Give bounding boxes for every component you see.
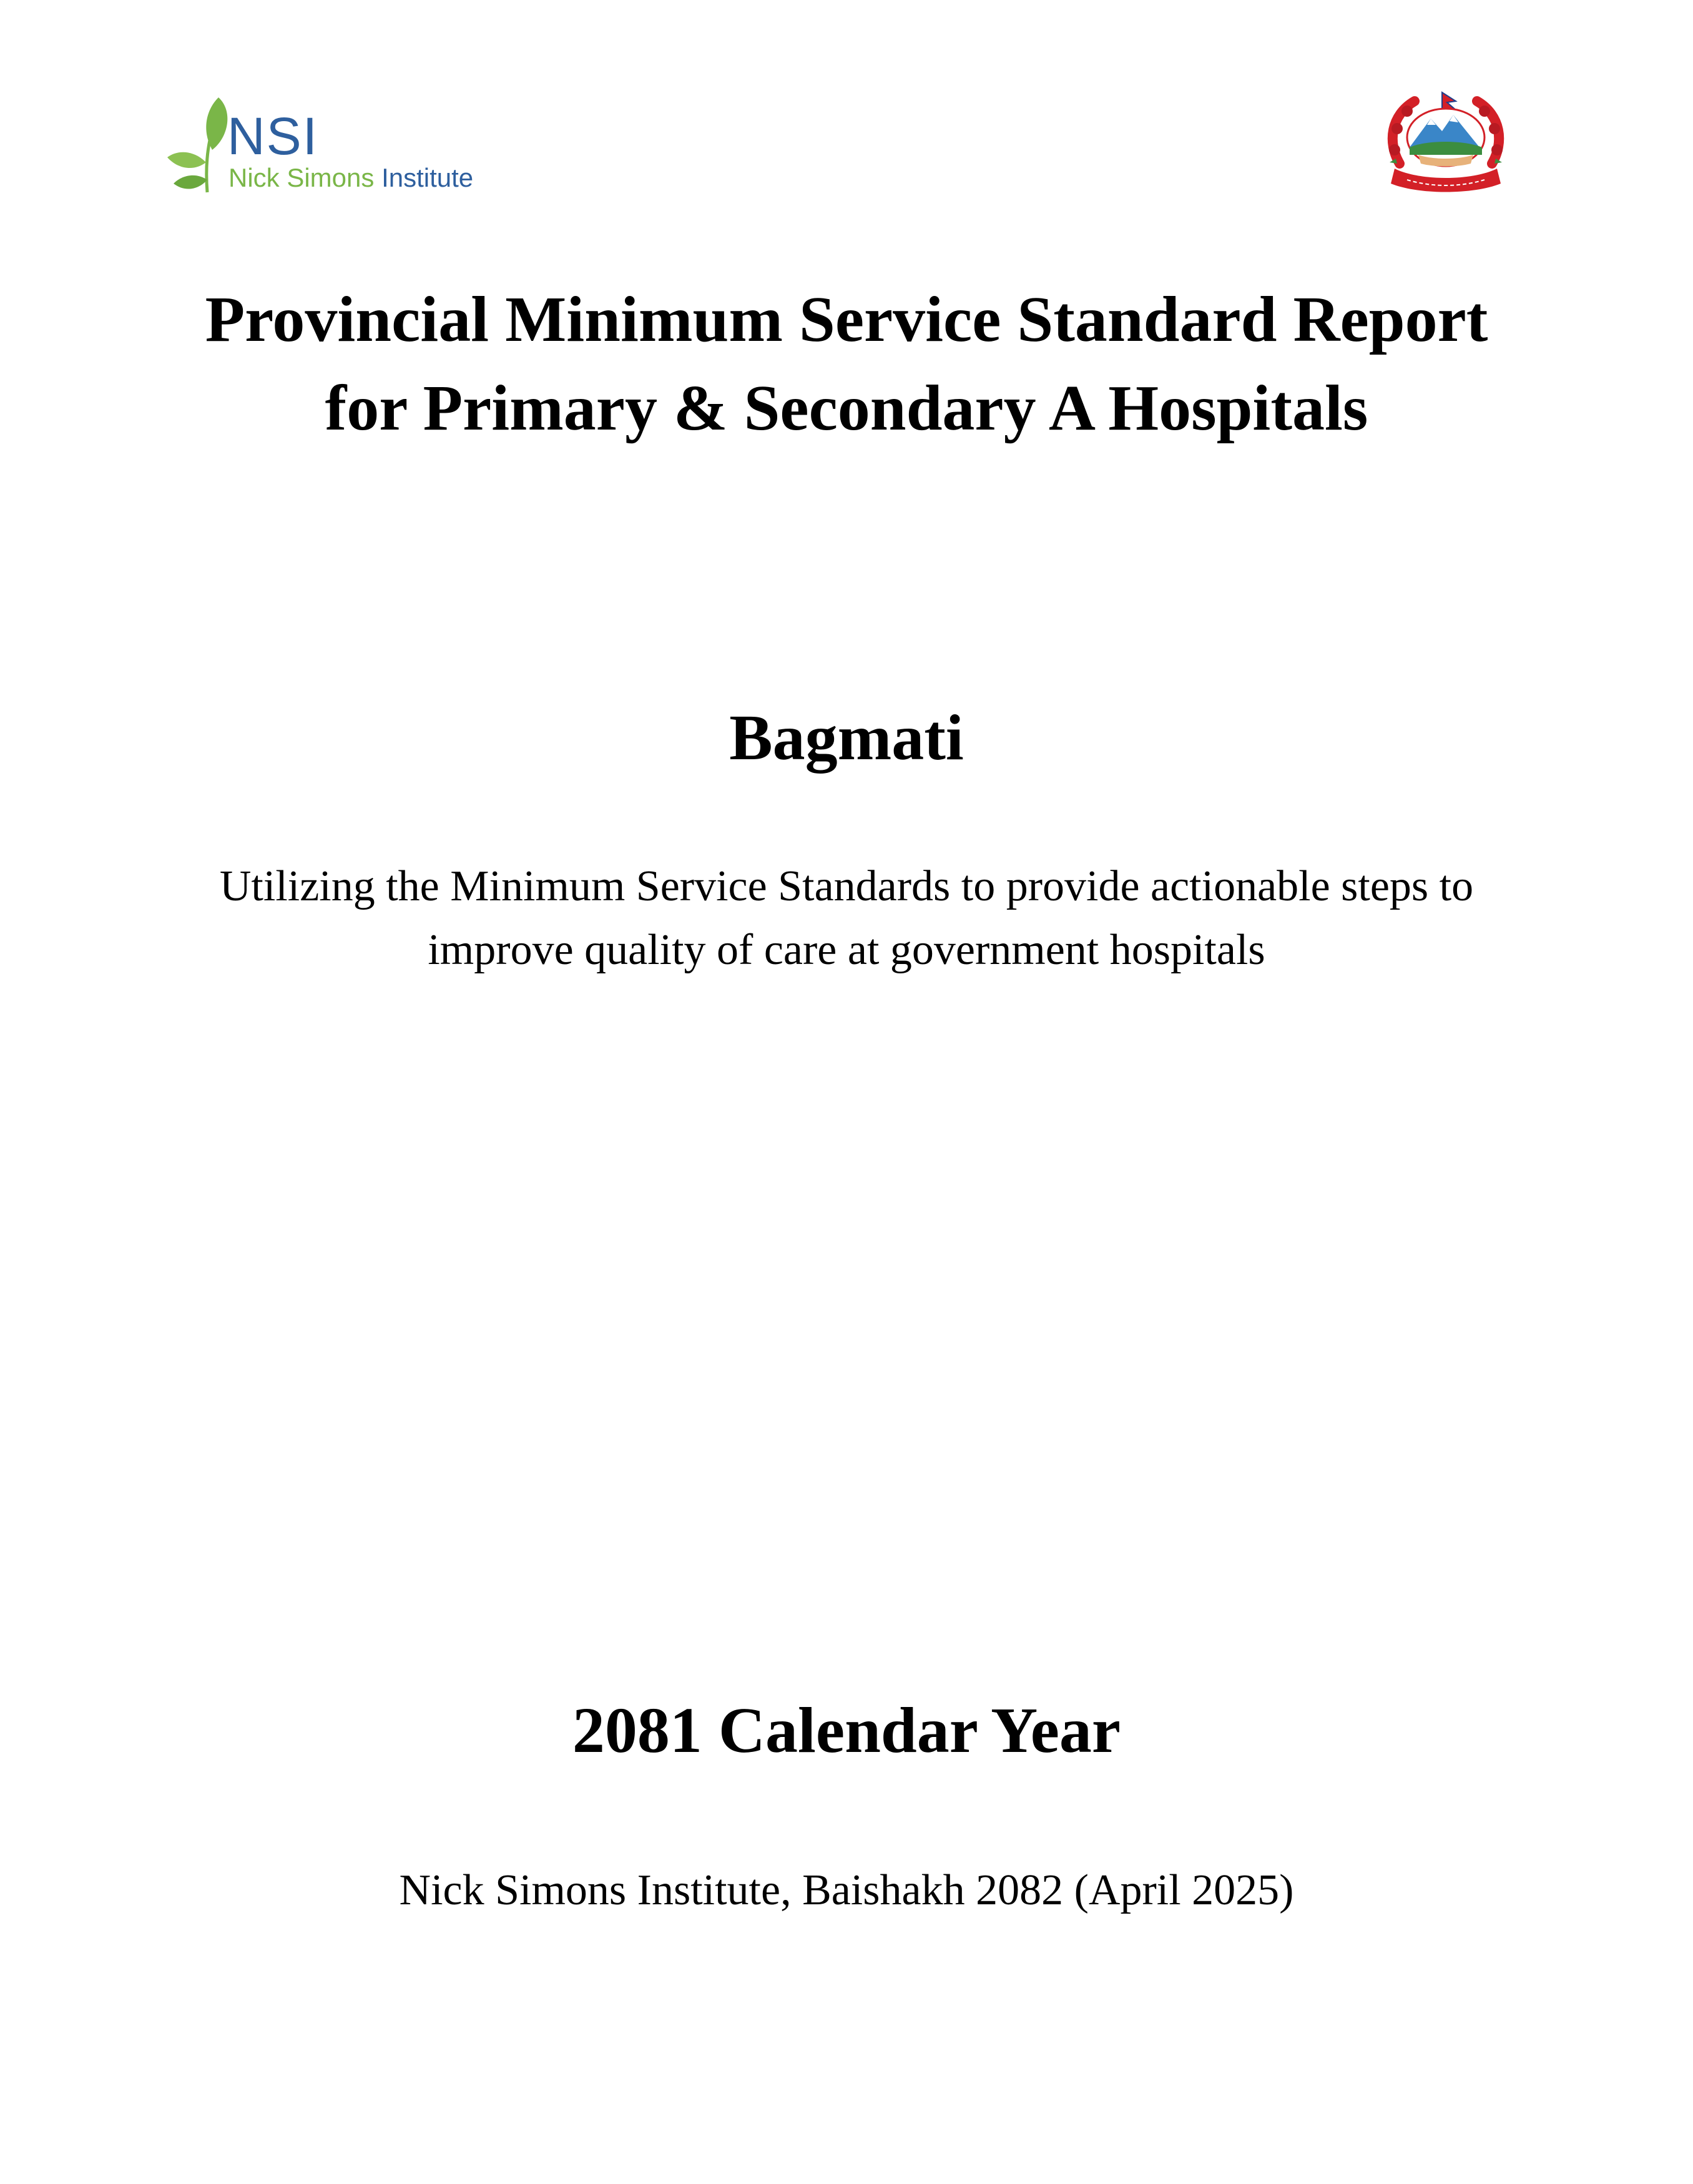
nsi-acronym: NSI [227,107,319,165]
subtitle-line-2: improve quality of care at government hospitals [428,926,1265,974]
leaf-icon [164,92,233,195]
nepal-government-emblem-icon [1382,90,1509,196]
nsi-logo [164,92,474,195]
nsi-name-part2: Institute [381,163,474,192]
publisher-credit: Nick Simons Institute, Baishakh 2082 (April 2025) [399,1866,1294,1914]
calendar-year: 2081 Calendar Year [572,1695,1121,1766]
province-name: Bagmati [729,702,964,774]
report-title-line-1: Provincial Minimum Service Standard Report [205,283,1488,355]
nsi-name-part1: Nick Simons [228,163,375,192]
report-title-line-2: for Primary & Secondary A Hospitals [325,372,1368,444]
subtitle-line-1: Utilizing the Minimum Service Standards to provide actionable steps to [219,862,1474,910]
nsi-fullname [228,164,473,192]
